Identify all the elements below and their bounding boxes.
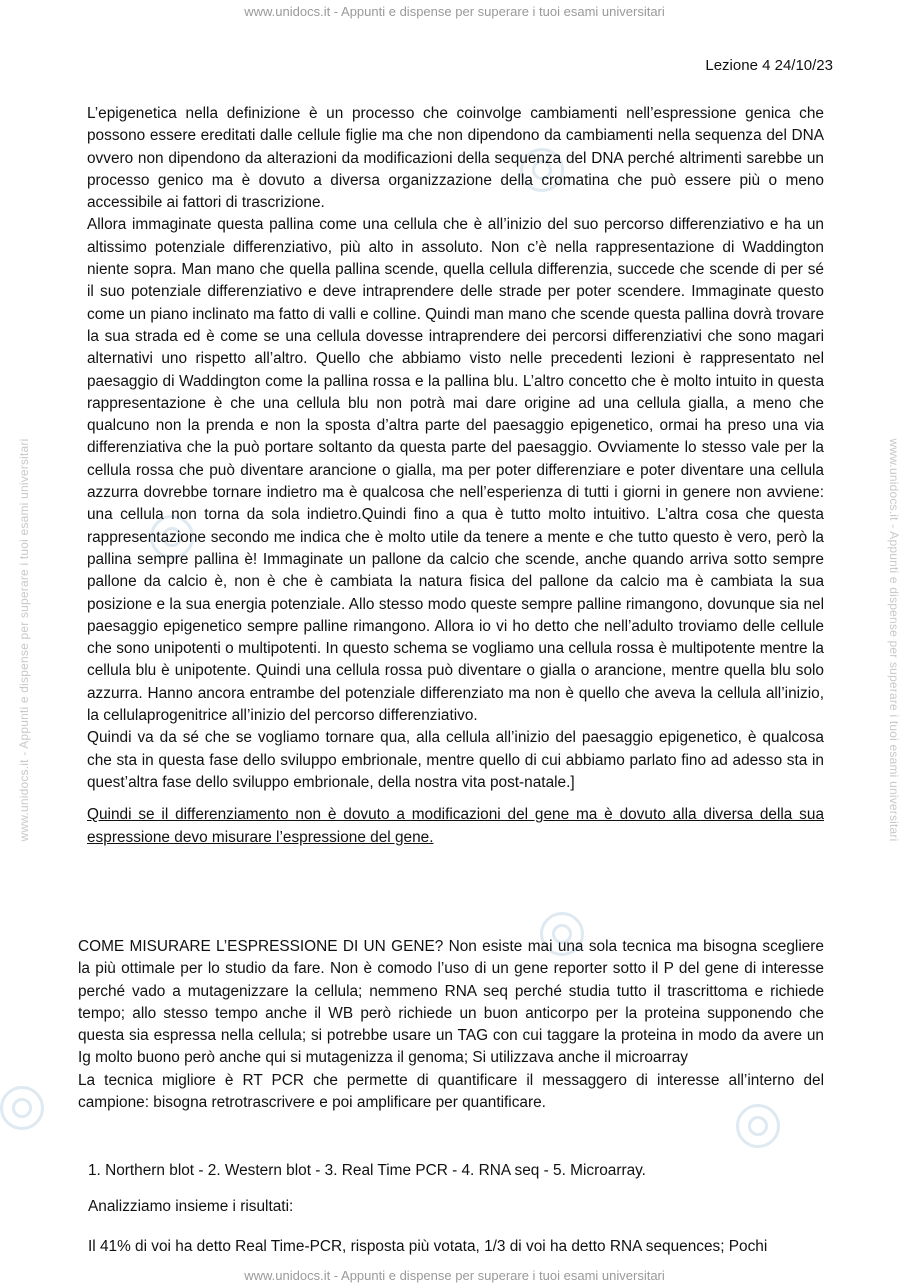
lesson-date: Lezione 4 24/10/23 <box>705 57 833 74</box>
watermark-bottom <box>0 1268 909 1283</box>
watermark-top <box>0 4 909 19</box>
analysis-title: Analizziamo insieme i risultati: <box>88 1198 294 1215</box>
section-gene-expression <box>78 936 824 1114</box>
watermark-top-text: www.unidocs.it - Appunti e dispense per superare i tuoi esami universitari <box>244 4 665 19</box>
paragraph: Quindi va da sé che se vogliamo tornare qua, alla cellula all’inizio del paesaggio epigenetico, è qualcosa che sta in questa fase dello sviluppo embrionale, mentre quello di cui abbiamo parlato fino ad adesso sta in quest’altra fase dello sviluppo embrionale, della nostra vita post-natale.] <box>87 729 824 791</box>
watermark-logo-icon <box>0 1086 44 1130</box>
options-list: 1. Northern blot - 2. Western blot - 3. Real Time PCR - 4. RNA seq - 5. Microarray. <box>88 1162 646 1179</box>
watermark-left: www.unidocs.it - Appunti e dispense per superare i tuoi esami universitari <box>17 438 31 842</box>
paragraph: Allora immaginate questa pallina come una cellula che è all’inizio del suo percorso differenziativo e ha un altissimo potenziale differenziativo, più alto in assoluto. Non c’è nella rappresentazione di Waddington niente sopra. Man mano che quella pallina scende, quella cellula differenzia, succede che scende di per sé il suo potenziale differenziativo e deve intraprendere delle strade per poter scendere. Immaginate questo come un piano inclinato ma fatto di valli e colline. Quindi man mano che scende questa pallina dovrà trovare la sua strada ed è come se una cellula dovesse intraprendere dei percorsi differenziativi che sono magari alternativi uno rispetto all’altro. Quello che abbiamo visto nelle precedenti lezioni è rappresentato nel paesaggio di Waddington come la pallina rossa e la pallina blu. L’altro concetto che è molto intuito in questa rappresentazione è che una cellula blu non potrà mai dare origine ad una cellula gialla, a meno che qualcuno non la prenda e non la sposta d’altra parte del paesaggio epigenetico, ormai ha preso una via differenziativa che la può portare soltanto da questa parte del paesaggio. Ovviamente lo stesso vale per la cellula rossa che può diventare arancione o gialla, ma per poter differenziare e poter diventare una cellula azzurra dovrebbe tornare indietro ma è qualcosa che nell’esperienza di tutti i giorni in genere non avviene: una cellula non torna da sola indietro.Quindi fino a qua è tutto molto intuitivo. L’altra cosa che questa rappresentazione secondo me indica che è molto utile da tenere a mente e che tutto questo è vero, però la pallina sempre pallina è! Immaginate un pallone da calcio che scende, anche quando arriva sotto sempre pallone da calcio è, non è che è cambiata la natura fisica del pallone da calcio ma è cambiata la sua posizione e la sua energia potenziale. Allo stesso modo queste sempre palline rimangono, dovunque sia nel paesaggio epigenetico sempre palline rimangono. Allora io vi ho detto che nell’adulto troviamo delle cellule che sono unipotenti o multipotenti. In questo schema se vogliamo una cellula rossa è multipotente mentre la cellula blu è unipotente. Quindi una cellula rossa può diventare o gialla o arancione, mentre quella blu solo azzurra. Hanno ancora entrambe del potenziale differenziato ma non è quello che aveva la cellula all’inizio, la cellulaprogenitrice all’inizio del percorso differenziativo. <box>87 216 824 725</box>
watermark-bottom-text: www.unidocs.it - Appunti e dispense per superare i tuoi esami universitari <box>244 1268 665 1283</box>
results-text: Il 41% di voi ha detto Real Time-PCR, risposta più votata, 1/3 di voi ha detto RNA sequences; Pochi <box>88 1238 768 1255</box>
watermark-right: www.unidocs.it - Appunti e dispense per superare i tuoi esami universitari <box>887 438 901 842</box>
underlined-statement: Quindi se il differenziamento non è dovuto a modificazioni del gene ma è dovuto alla diversa della sua espressione devo misurare l’espressione del gene. <box>87 806 824 846</box>
paragraph: L’epigenetica nella definizione è un processo che coinvolge cambiamenti nell’espressione genica che possono essere ereditati dalle cellule figlie ma che non dipendono da cambiamenti nella sequenza del DNA ovvero non dipendono da alterazioni da modificazioni della sequenza del DNA perché altrimenti sarebbe un processo genico ma è dovuto a diversa organizzazione della cromatina che può essere più o meno accessibile ai fattori di trascrizione. <box>87 105 824 212</box>
paragraph: La tecnica migliore è RT PCR che permette di quantificare il messaggero di interesse all’interno del campione: bisogna retrotrascrivere e poi amplificare per quantificare. <box>78 1071 824 1112</box>
main-text <box>87 103 824 849</box>
paragraph: COME MISURARE L’ESPRESSIONE DI UN GENE? Non esiste mai una sola tecnica ma bisogna scegliere la più ottimale per lo studio da fare. Non è comodo l’uso di un gene reporter sotto il P del gene di interesse perché vado a mutagenizzare la cellula; nemmeno RNA seq perché studia tutto il trascrittoma e richiede tempo; allo stesso tempo anche il WB però richiede un buon anticorpo per la proteina supponendo che questa sia espressa nella cellula; si potrebbe usare un TAG con cui taggare la proteina in modo da avere un Ig molto buono però anche qui si mutagenizza il genoma; Si utilizzava anche il microarray <box>78 938 824 1067</box>
